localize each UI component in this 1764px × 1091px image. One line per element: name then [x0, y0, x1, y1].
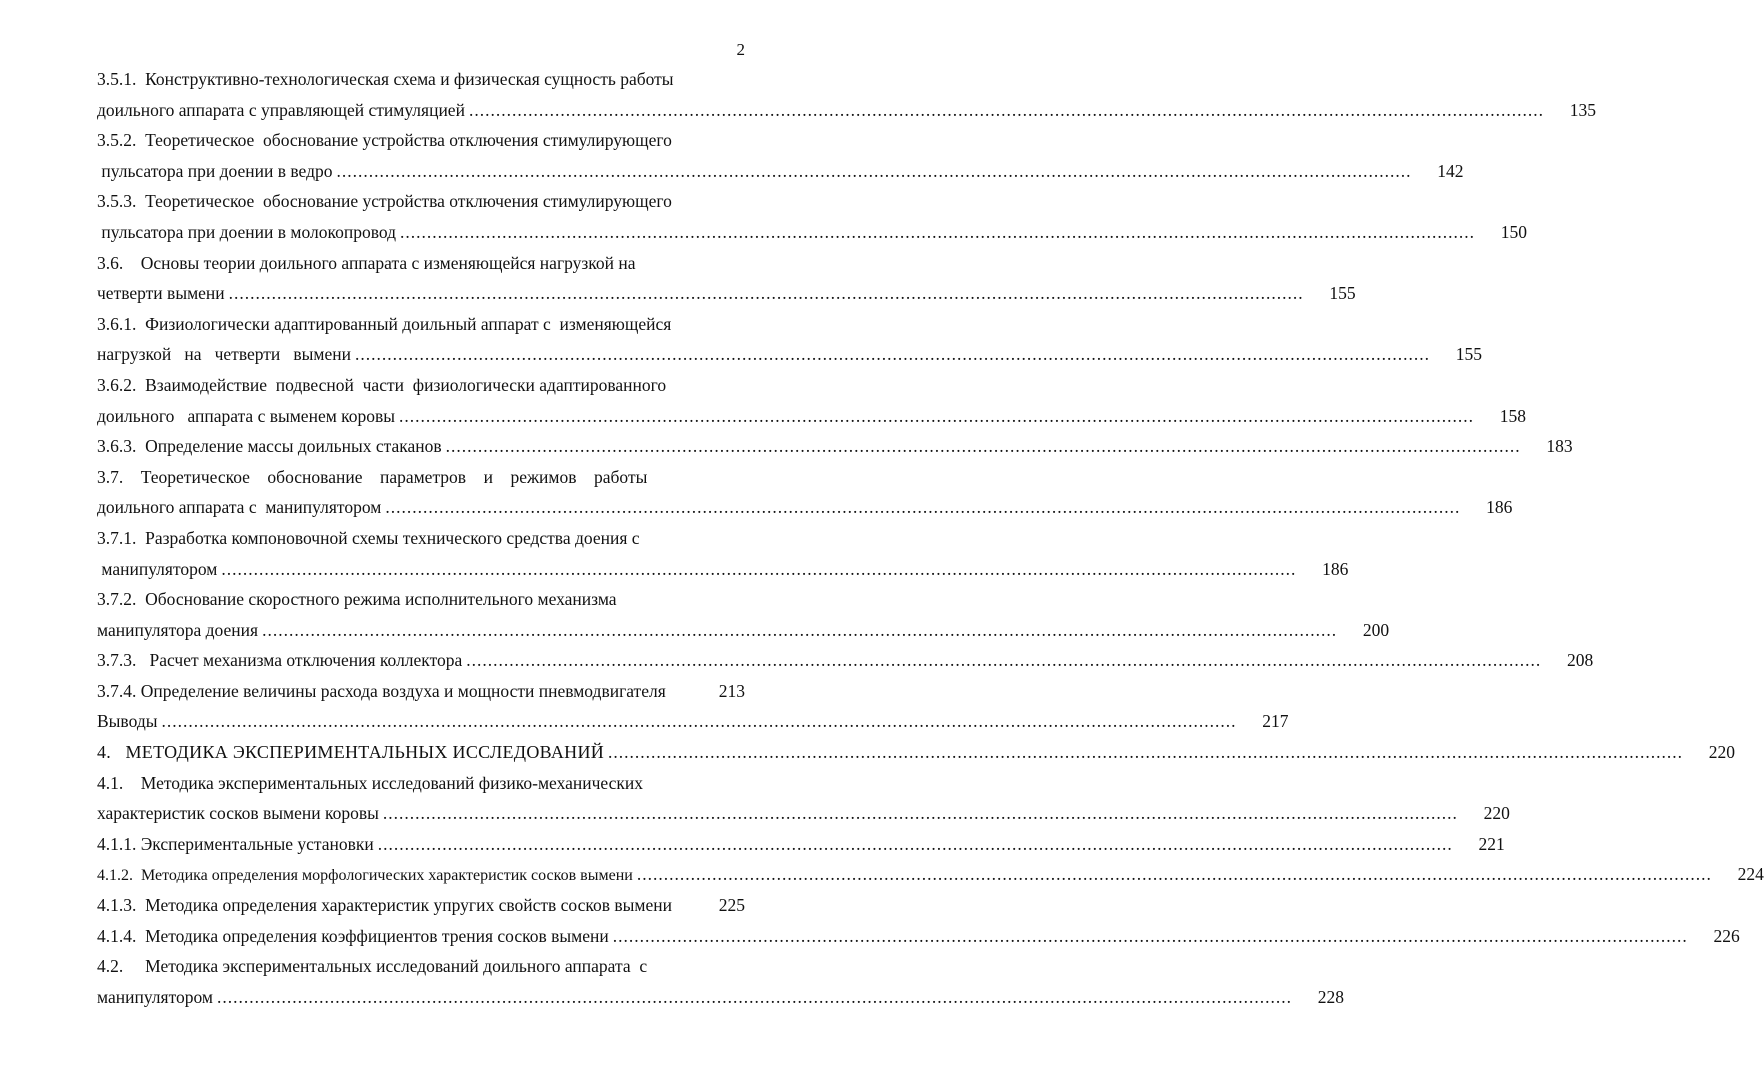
toc-entry-line [97, 523, 745, 554]
toc-entry-line [97, 768, 745, 799]
toc-entry-last-line [97, 431, 1573, 462]
toc-entry-title: 3.7.3. Расчет механизма отключения коллектора [97, 650, 463, 671]
dot-leader: ........................................................................................................................................................................................................ [228, 283, 1304, 304]
toc-entry-title: 4.1.1. Экспериментальные установки [97, 833, 374, 854]
toc-page-number: 135 [1569, 99, 1596, 120]
toc-entry-title: 3.7.4. Определение величины расхода воздуха и мощности пневмодвигателя [97, 680, 666, 701]
toc-entry-last-line [97, 401, 1527, 432]
toc-entry [97, 431, 1573, 462]
toc-entry [97, 737, 1736, 768]
toc-entry-title: 3.5.2. Теоретическое обоснование устройства отключения стимулирующего [97, 130, 672, 151]
toc-entry-last-line [97, 95, 1596, 126]
toc-entry-title: 3.7. Теоретическое обоснование параметров и режимов работы [97, 466, 648, 487]
dot-leader: ........................................................................................................................................................................................................ [377, 833, 1453, 854]
toc-entry-line [97, 125, 745, 156]
toc-page-number: 220 [1483, 803, 1510, 824]
dot-leader: ........................................................................................................................................................................................................ [445, 436, 1521, 457]
toc-page-number: 186 [1486, 497, 1513, 518]
toc-entry-last-line [97, 982, 1344, 1013]
toc-entry-line [97, 584, 745, 615]
toc-entry-title: 4.1. Методика экспериментальных исследований физико-механических [97, 772, 643, 793]
dot-leader: ........................................................................................................................................................................................................ [399, 405, 1475, 426]
dot-leader: ........................................................................................................................................................................................................ [608, 742, 1684, 763]
toc-entry-last-line [97, 859, 1764, 890]
toc-page-number: 228 [1317, 986, 1344, 1007]
toc-entry-title: 3.6.2. Взаимодействие подвесной части физиологически адаптированного [97, 374, 667, 395]
toc-entry [97, 523, 1349, 584]
toc-entry-title: Выводы [97, 711, 158, 732]
toc-page-number: 208 [1567, 650, 1594, 671]
toc-entry-line [97, 248, 745, 279]
toc-entry-title: 4.1.2. Методика определения морфологических характеристик сосков вымени [97, 867, 633, 885]
toc-entry-title: пульсатора при доении в молокопровод [97, 221, 396, 242]
toc-entry-line [97, 309, 745, 340]
page-number: 2 [736, 40, 745, 59]
toc-page-number: 186 [1322, 558, 1349, 579]
toc-entry-title: характеристик сосков вымени коровы [97, 803, 379, 824]
toc-entry [97, 462, 1513, 523]
dot-leader: ........................................................................................................................................................................................................ [400, 221, 1475, 242]
toc-page-number: 226 [1713, 925, 1740, 946]
toc-entry-title: пульсатора при доении в ведро [97, 160, 333, 181]
toc-entry [97, 64, 1596, 125]
dot-leader: ........................................................................................................................................................................................................ [385, 497, 1461, 518]
toc-entry-title: 3.6.1. Физиологически адаптированный доильный аппарат с изменяющейся [97, 313, 672, 334]
toc-entry-title: 3.6. Основы теории доильного аппарата с изменяющейся нагрузкой на [97, 252, 636, 273]
toc-page-number: 220 [1708, 742, 1736, 763]
toc-entry-last-line [97, 492, 1513, 523]
toc-page-number: 225 [718, 895, 745, 916]
toc-entry-title: четверти вымени [97, 283, 225, 304]
toc-entry-last-line [97, 676, 745, 707]
toc-entry-title: манипулятором [97, 558, 218, 579]
toc-entry-title: 3.7.1. Разработка компоновочной схемы технического средства доения с [97, 527, 640, 548]
toc-page-number: 142 [1437, 160, 1464, 181]
toc-entry [97, 890, 745, 921]
dot-leader: ........................................................................................................................................................................................................ [636, 864, 1712, 885]
toc-entry-last-line [97, 798, 1510, 829]
toc-entry [97, 309, 1482, 370]
dot-leader: ........................................................................................................................................................................................................ [355, 344, 1430, 365]
toc-entry-line [97, 64, 745, 95]
toc-entry-title: 3.6.3. Определение массы доильных стаканов [97, 436, 442, 457]
toc-page-number: 200 [1362, 619, 1390, 640]
toc-entry-last-line [97, 156, 1464, 187]
toc-entry-title: 3.5.3. Теоретическое обоснование устройства отключения стимулирующего [97, 191, 672, 212]
dot-leader: ........................................................................................................................................................................................................ [382, 803, 1458, 824]
toc-page-number: 213 [718, 680, 745, 701]
toc-page-number: 183 [1546, 436, 1573, 457]
toc-page-number: 150 [1500, 221, 1527, 242]
toc-entry-title: 4.1.3. Методика определения характеристик упругих свойств сосков вымени [97, 895, 672, 916]
toc-entry-last-line [97, 645, 1594, 676]
dot-leader: ........................................................................................................................................................................................................ [336, 160, 1412, 181]
toc-entry [97, 584, 1390, 645]
toc-entry-title: 4. МЕТОДИКА ЭКСПЕРИМЕНТАЛЬНЫХ ИССЛЕДОВАНИЙ [97, 742, 605, 763]
toc-entry-last-line [97, 278, 1356, 309]
toc-entry-last-line [97, 706, 1289, 737]
dot-leader: ........................................................................................................................................................................................................ [466, 650, 1542, 671]
toc-entry-title: 3.7.2. Обоснование скоростного режима исполнительного механизма [97, 589, 617, 610]
toc-entry [97, 645, 1594, 676]
toc-entry-last-line [97, 890, 745, 921]
toc-entry-last-line [97, 921, 1740, 952]
toc-entry-title: 4.1.4. Методика определения коэффициентов трения сосков вымени [97, 925, 609, 946]
toc-entry [97, 768, 1510, 829]
toc-entry [97, 676, 745, 707]
dot-leader: ........................................................................................................................................................................................................ [612, 925, 1688, 946]
dot-leader: ........................................................................................................................................................................................................ [217, 986, 1292, 1007]
toc-entry-last-line [97, 829, 1505, 860]
toc-entry-title: нагрузкой на четверти вымени [97, 344, 351, 365]
toc-entry-line [97, 462, 745, 493]
toc-entry [97, 186, 1527, 247]
toc-entry-title: доильного аппарата с манипулятором [97, 497, 382, 518]
toc-page-number: 221 [1478, 833, 1505, 854]
toc-entry [97, 248, 1356, 309]
toc-entry-last-line [97, 554, 1349, 585]
toc-entry-last-line [97, 217, 1527, 248]
toc-entry-title: 4.2. Методика экспериментальных исследований доильного аппарата с [97, 956, 648, 977]
toc-page-number: 155 [1455, 344, 1482, 365]
toc-entry [97, 706, 1289, 737]
toc-page-number: 158 [1499, 405, 1527, 426]
toc-entry-title: манипулятором [97, 986, 213, 1007]
dot-leader: ........................................................................................................................................................................................................ [221, 558, 1297, 579]
toc-entry-last-line [97, 615, 1390, 646]
toc-entry-title: 3.5.1. Конструктивно-технологическая схема и физическая сущность работы [97, 69, 674, 89]
table-of-contents [97, 64, 1764, 1012]
toc-entry-title: доильного аппарата с управляющей стимуляцией [97, 99, 465, 120]
toc-entry-line [97, 370, 745, 401]
toc-entry-last-line [97, 339, 1482, 370]
toc-page-number: 217 [1262, 711, 1289, 732]
dot-leader: ........................................................................................................................................................................................................ [468, 99, 1544, 120]
toc-entry [97, 859, 1764, 890]
toc-entry [97, 951, 1344, 1012]
toc-entry [97, 829, 1505, 860]
toc-page-number: 155 [1329, 283, 1356, 304]
toc-entry-line [97, 186, 745, 217]
toc-page-number: 224 [1737, 864, 1764, 885]
toc-entry [97, 370, 1527, 431]
toc-entry-title: доильного аппарата с выменем коровы [97, 405, 396, 426]
toc-entry-title: манипулятора доения [97, 619, 259, 640]
toc-entry [97, 921, 1740, 952]
dot-leader: ........................................................................................................................................................................................................ [262, 619, 1338, 640]
toc-entry-last-line [97, 737, 1736, 768]
toc-entry-line [97, 951, 745, 982]
dot-leader: ........................................................................................................................................................................................................ [161, 711, 1237, 732]
toc-entry [97, 125, 1464, 186]
